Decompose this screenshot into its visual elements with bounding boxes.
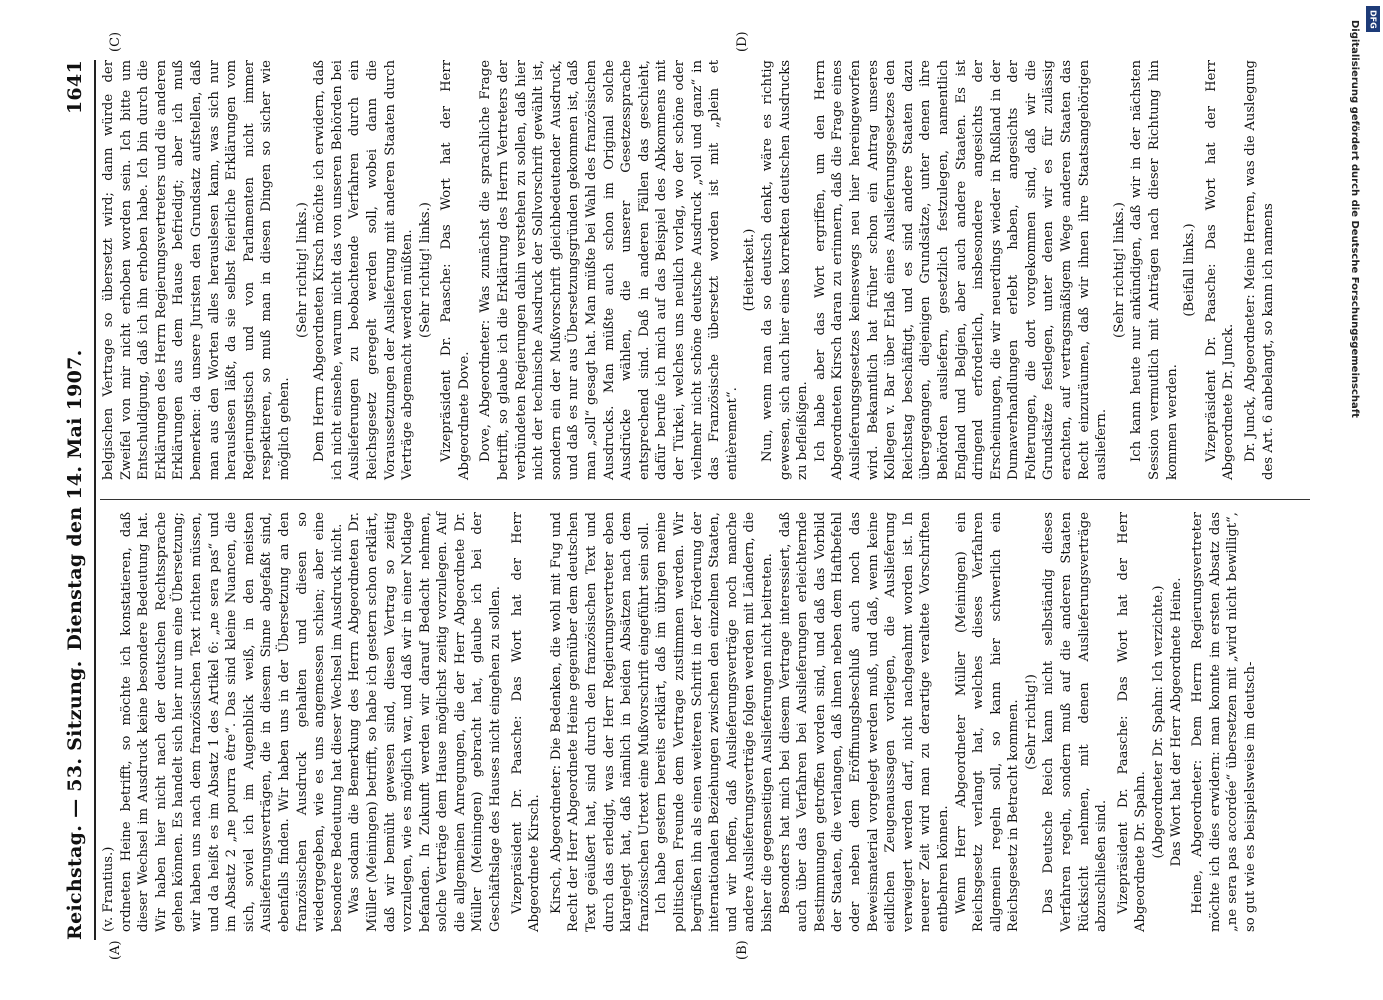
paragraph: belgischen Vertrage so übersetzt wird; dann würde der Zweifel von mir nicht erhoben worden sein. Ich bitte um Entschuldigung, daß ich ihn erhoben habe. Ich bin durch die Erklärungen des Herrn Regierungsvertreters und die anderen Erklärungen aus dem Hause befriedigt; aber ich muß bemerken: da unsere Juristen den Grundsatz aufstellen, daß man aus den Worten alles herauslesen kann, was sich nur herauslesen läßt, da sie selbst feierliche Erklärungen vom Regierungstisch und von Parlamenten nicht immer respektieren, so muß man in diesen Dingen so sicher wie möglich gehen. [101, 60, 292, 480]
right-column [100, 60, 1277, 480]
marker-b: (B) [735, 940, 750, 960]
paragraph: Kirsch, Abgeordneter: Die Bedenken, die wohl mit Fug und Recht der Herr Abgeordnete Heine gegenüber dem deutschen Text geäußert hat, sind durch den französischen Text und durch das erledigt, was der Herr Regierungsvertreter eben klargelegt hat, daß nämlich in beiden Absätzen nach dem französischen Urtext eine Mußvorschrift eingeführt sein soll. [548, 512, 652, 932]
paragraph: Ich habe gestern bereits erklärt, daß im übrigen meine politischen Freunde dem Vertrage zustimmen werden. Wir begrüßen ihn als einen weiteren Schritt in der Förderung der internationalen Beziehungen zwischen den einzelnen Staaten, und wir hoffen, daß Auslieferungsverträge noch manche andere Auslieferungsverträge folgen werden mit Ländern, die bisher die gegenseitigen Auslieferungen nicht beitreten. [654, 512, 775, 932]
paragraph: (Beifall links.) [1182, 223, 1198, 317]
header-left: Reichstag. — 53. Sitzung. [64, 660, 86, 940]
page-header [64, 60, 104, 940]
paragraph: Besonders hat mich bei diesem Vertrage interessiert, daß auch über das Verfahren bei Auslieferungen erleichternde Bestimmungen getroffen worden sind, und daß das Vorbild der Staaten, die verlangen, daß ihnen neben dem Haftbefehl oder neben dem Eröffnungsbeschluß auch noch das Beweismaterial vorgelegt werden muß, und daß, wenn keine eidlichen Zeugenaussagen vorliegen, die Auslieferung verweigert werden darf, nicht nachgeahmt worden ist. In neuerer Zeit wird man zu derartige veraltete Vorschriften entbehren können. [777, 512, 951, 932]
paragraph: Wenn Herr Abgeordneter Müller (Meiningen) ein Reichsgesetz verlangt hat, welches dieses Verfahren allgemein regeln soll, so kann hier schwerlich ein Reichsgesetz in Betracht kommen. [953, 512, 1022, 932]
digitization-credit: Digitalisierung gefördert durch die Deutsche Forschungsgemeinschaft [1349, 20, 1360, 418]
paragraph: ordneten Heine betrifft, so möchte ich konstatieren, daß dieser Wechsel im Ausdruck keine besondere Bedeutung hat. Wir haben hier nicht nach der deutschen Rechtssprache gehen können. Es handelt sich hier nur um eine Übersetzung; wir haben uns nach dem französischen Text richten müssen, und da heißt es im Absatz 1 des Artikel 6: „ne sera pas“ und im Absatz 2 „ne pourra être“. Das sind kleine Nuancen, die sich, soviel ich im Augenblick weiß, in den meisten Auslieferungsverträgen, die in diesem Sinne abgefaßt sind, ebenfalls finden. Wir haben uns in der Übersetzung an den französischen Ausdruck gehalten und diesen so wiedergegeben, wie es uns angemessen schien; aber eine besondere Bedeutung hat dieser Wechsel im Ausdruck nicht. [118, 512, 345, 932]
paragraph: Dem Herrn Abgeordneten Kirsch möchte ich erwidern, daß ich nicht einsehe, warum nicht das von unseren Behörden bei Auslieferungen zu beobachtende Verfahren durch ein Reichsgesetz geregelt werden soll, wobei dann die Voraussetzungen der Auslieferung mit anderen Staaten durch Verträge abgemacht werden müßten. [312, 60, 416, 480]
marker-a: (A) [108, 940, 123, 960]
paragraph: Dove, Abgeordneter: Was zunächst die sprachliche Frage betrifft, so glaube ich die Erklärung des Herrn Vertreters der verbündeten Regierungen dahin verstehen zu sollen, daß hier nicht der technische Ausdruck der Sollvorschrift gewählt ist, sondern ein der Mußvorschrift gleichbedeutender Ausdruck, und daß es nur aus Übersetzungsgründen gekommen ist, daß man „soll“ gesagt hat. Man müßte bei Wahl des französischen Ausdrucks. Man müßte auch schon im Original solche Ausdrücke wählen, die unserer Gesetzessprache entsprechend sind. Daß in anderen Fällen das geschieht, dafür berufe ich mich auf das Beispiel des Abkommens mit der Türkei, welches uns neulich vorlag, wo der schöne oder vielmehr nicht schöne deutsche Ausdruck „voll und ganz“ in das Französische übersetzt worden ist mit „plein et entièrement“. [478, 60, 740, 480]
dfg-logo: DFG [1366, 6, 1380, 32]
paragraph: Vizepräsident Dr. Paasche: Das Wort hat der Herr Abgeordnete Dr. Junck. [1203, 60, 1237, 480]
paragraph: Heine, Abgeordneter: Dem Herrn Regierungsvertreter möchte ich dies erwidern: man konnte im ersten Absatz das „ne sera pas accordée“ übersetzen mit „wird nicht bewilligt“, so gut wie es beispielsweise im deutsch- [1190, 512, 1258, 932]
page-number: 1641 [64, 60, 86, 115]
left-column [100, 512, 1260, 932]
paragraph: (Sehr richtig! links.) [294, 202, 310, 338]
marker-c: (C) [108, 31, 123, 52]
paragraph: (Abgeordneter Dr. Spahn: Ich verzichte.) [1151, 585, 1167, 859]
column-divider [100, 499, 1310, 500]
header-rule [94, 60, 96, 940]
paragraph: Das Deutsche Reich kann nicht selbständig dieses Verfahren regeln, sondern muß auf die anderen Staaten Rücksicht nehmen, mit denen Auslieferungsverträge abzuschließen sind. [1041, 512, 1110, 932]
paragraph: Vizepräsident Dr. Paasche: Das Wort hat der Herr Abgeordnete Dr. Spahn. [1115, 512, 1149, 932]
paragraph: Vizepräsident Dr. Paasche: Das Wort hat der Herr Abgeordnete Kirsch. [509, 512, 543, 932]
paragraph: Ich habe aber das Wort ergriffen, um den Herrn Abgeordneten Kirsch daran zu erinnern, daß die Frage eines Auslieferungsgesetzes keineswegs neu hier hereingeworfen wird. Bekanntlich hat früher schon ein Antrag unseres Kollegen v. Bar über Erlaß eines Auslieferungsgesetzes den Reichstag beschäftigt, und es sind andere Staaten dazu übergegangen, diejenigen Grundsätze, unter denen ihre Behörden ausliefern, gesetzlich festzulegen, namentlich England und Belgien, aber auch andere Staaten. Es ist dringend erforderlich, insbesondere angesichts der Erscheinungen, die wir neuerdings wieder in Rußland in der Dumaverhandlungen erlebt haben, angesichts der Folterungen, die dort vorgekommen sind, daß wir die Grundsätze festlegen, unter denen wir es für zulässig erachten, auf vertragsmäßigem Wege anderen Staaten das Recht einzuräumen, daß wir ihnen ihre Staatsangehörigen ausliefern. [812, 60, 1110, 480]
paragraph: Dr. Junck, Abgeordneter: Meine Herren, was die Auslegung des Art. 6 anbelangt, so kann ich namens [1243, 60, 1276, 480]
paragraph: Das Wort hat der Herr Abgeordnete Heine. [1168, 577, 1184, 867]
paragraph: (v. Frantius.) [101, 846, 116, 932]
paragraph: (Sehr richtig! links.) [417, 202, 433, 338]
paragraph: Ich kann heute nur ankündigen, daß wir in der nächsten Session vermutlich mit Anträgen nach dieser Richtung hin kommen werden. [1129, 60, 1180, 480]
paragraph: Vizepräsident Dr. Paasche: Das Wort hat der Herr Abgeordnete Dove. [439, 60, 472, 480]
paragraph: (Sehr richtig! links.) [1111, 202, 1127, 338]
paragraph: Was sodann die Bemerkung des Herrn Abgeordneten Dr. Müller (Meiningen) betrifft, so habe ich gestern schon erklärt, daß wir bemüht gewesen sind, diesen Vertrag so zeitig vorzulegen, wie es möglich war, und daß wir in einer Notlage befanden. In Zukunft werden wir darauf Bedacht nehmen, solche Verträge dem Hause möglichst zeitig vorzulegen. Auf die allgemeinen Anregungen, die der Herr Abgeordnete Dr. Müller (Meiningen) gebracht hat, glaube ich bei der Geschäftslage des Hauses nicht eingehen zu sollen. [347, 512, 504, 932]
marker-d: (D) [735, 31, 750, 52]
paragraph: (Heiterkeit.) [742, 228, 758, 312]
paragraph: Nun, wenn man da so deutsch denkt, wäre es richtig gewesen, sich auch hier eines korrekten deutschen Ausdrucks zu befleißigen. [759, 60, 811, 480]
paragraph: (Sehr richtig!) [1023, 674, 1039, 770]
header-date: Dienstag den 14. Mai 1907. [64, 349, 86, 651]
